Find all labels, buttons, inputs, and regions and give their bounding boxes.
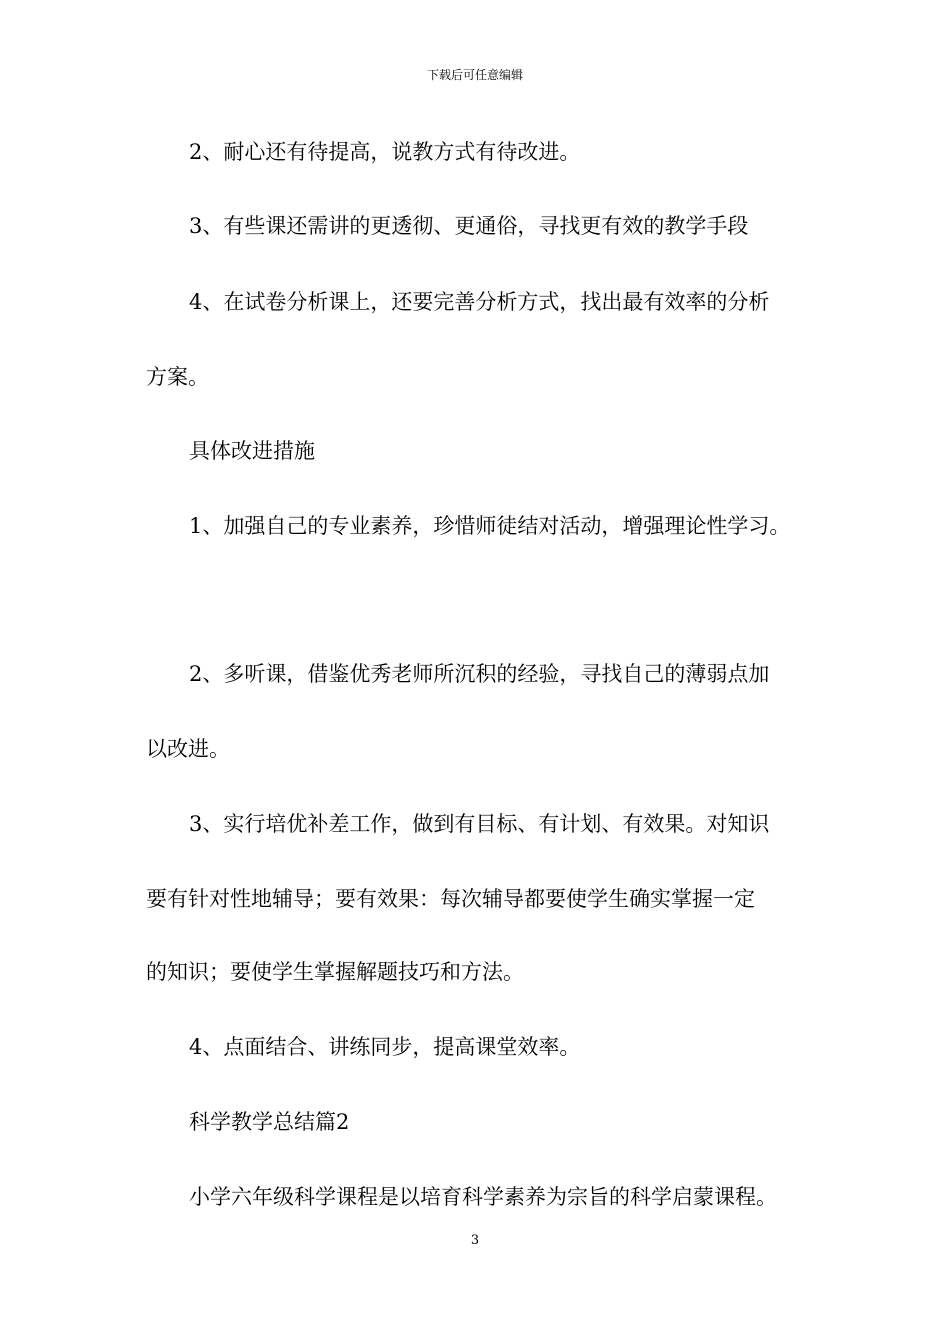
- text-line: 要有针对性地辅导；要有效果：每次辅导都要使学生确实掌握一定: [146, 887, 755, 911]
- text-line: 2、多听课，借鉴优秀老师所沉积的经验，寻找自己的薄弱点加: [189, 662, 770, 686]
- text-line: 4、在试卷分析课上，还要完善分析方式，找出最有效率的分析: [189, 290, 770, 314]
- text-line: 小学六年级科学课程是以培育科学素养为宗旨的科学启蒙课程。: [189, 1185, 777, 1209]
- text-line: 2、耐心还有待提高，说教方式有待改进。: [189, 140, 581, 164]
- text-line: 的知识；要使学生掌握解题技巧和方法。: [146, 960, 524, 984]
- section-heading: 具体改进措施: [189, 439, 315, 463]
- text-line: 3、有些课还需讲的更透彻、更通俗，寻找更有效的教学手段: [189, 214, 749, 238]
- page-number: 3: [470, 1233, 480, 1248]
- section-heading: 科学教学总结篇2: [189, 1110, 350, 1134]
- text-line: 1、加强自己的专业素养，珍惜师徒结对活动，增强理论性学习。: [189, 514, 791, 538]
- text-line: 以改进。: [146, 737, 230, 761]
- text-line: 3、实行培优补差工作，做到有目标、有计划、有效果。对知识: [189, 812, 770, 836]
- text-line: 方案。: [146, 365, 209, 389]
- text-line: 4、点面结合、讲练同步，提高课堂效率。: [189, 1035, 581, 1059]
- page-header-note: 下载后可任意编辑: [426, 68, 523, 82]
